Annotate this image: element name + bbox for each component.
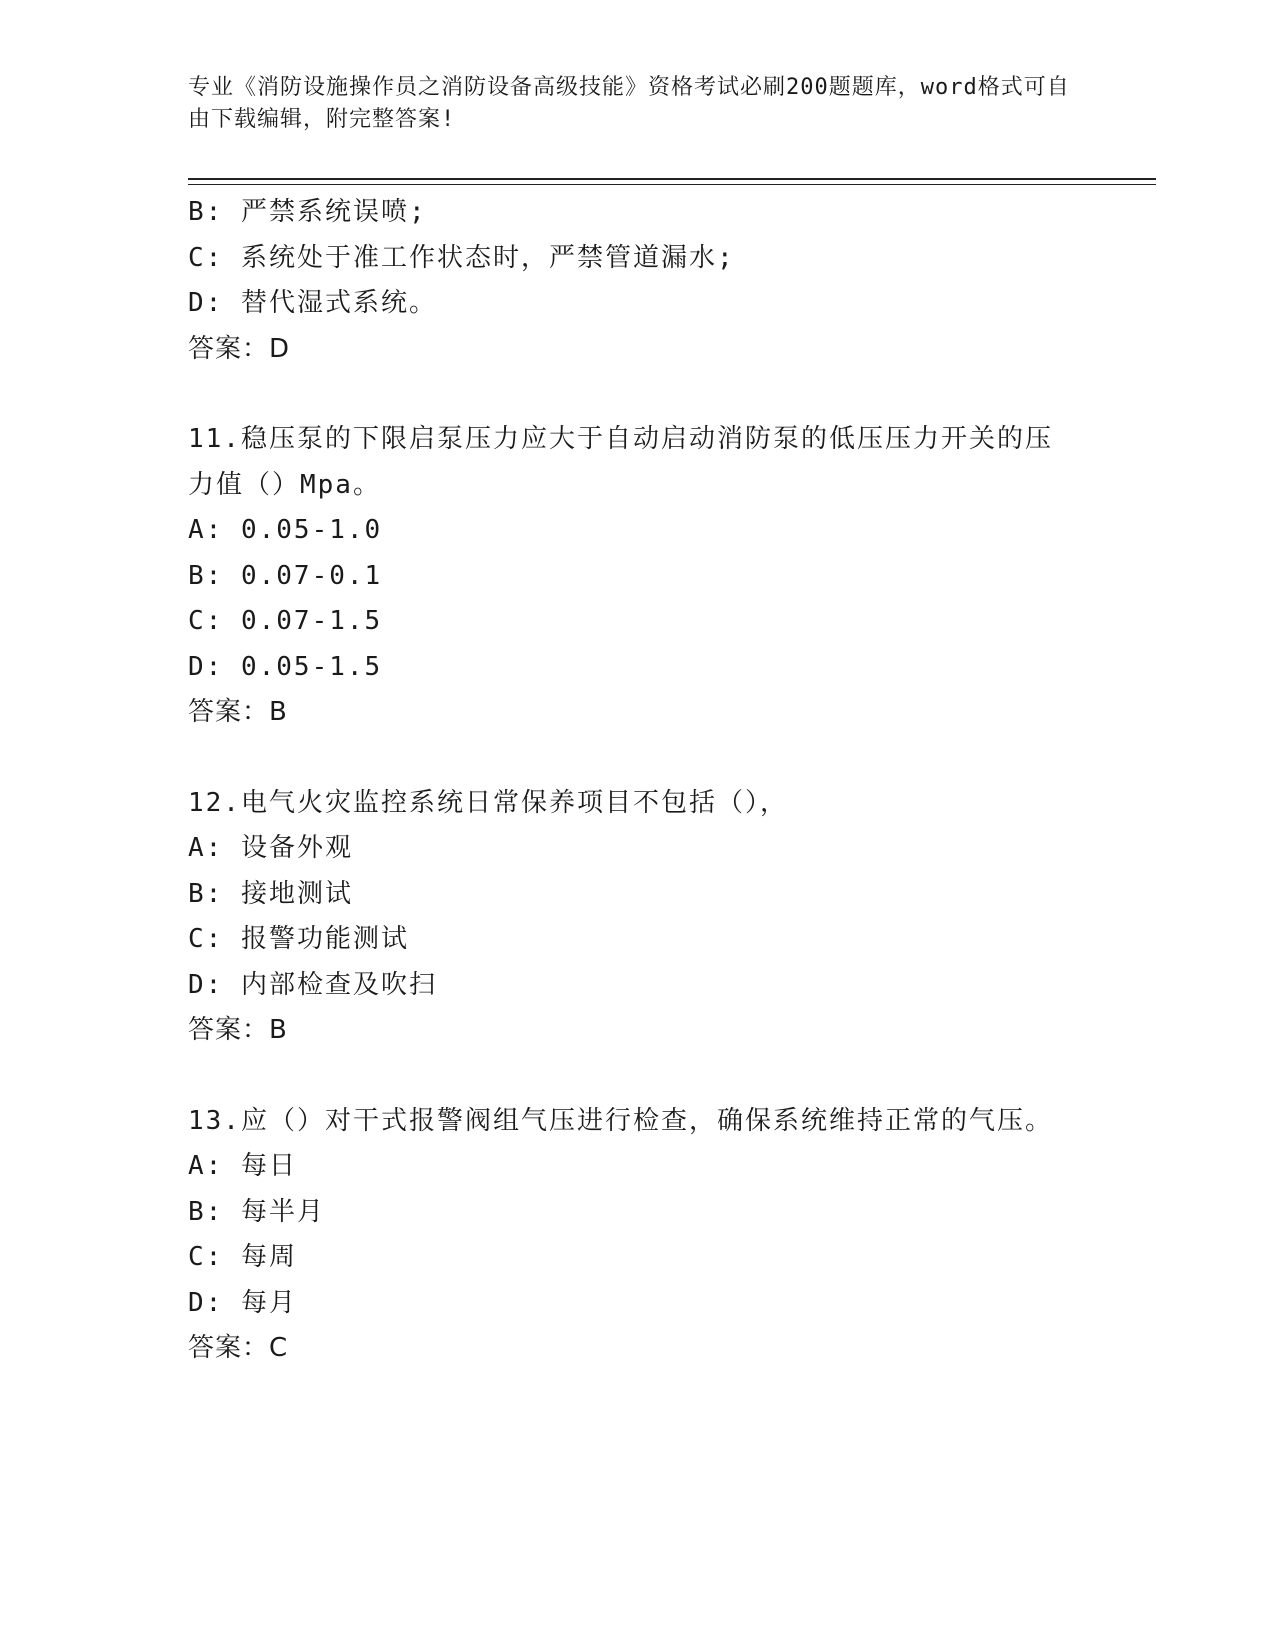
option-b: B: 接地测试 — [188, 878, 353, 909]
spacer — [188, 1054, 1088, 1099]
page-header: 专业《消防设施操作员之消防设备高级技能》资格考试必刷200题题库，word格式可自由下载编辑，附完整答案! — [188, 75, 1070, 132]
answer-line: 答案：C — [188, 1333, 289, 1363]
previous-question-tail — [188, 190, 1088, 372]
answer-line: 答案：B — [188, 1015, 288, 1045]
question-text: 11.稳压泵的下限启泵压力应大于自动启动消防泵的低压压力开关的压力值（）Mpa。 — [188, 424, 1053, 500]
option-b: B: 严禁系统误喷; — [188, 197, 427, 227]
header-divider-thick — [188, 178, 1156, 180]
spacer — [188, 372, 1088, 417]
option-a: A: 0.05-1.0 — [188, 515, 383, 545]
option-b: B: 每半月 — [188, 1196, 325, 1227]
option-d: D: 内部检查及吹扫 — [188, 969, 437, 1000]
option-a: A: 每日 — [188, 1151, 297, 1181]
option-d: D: 0.05-1.5 — [188, 651, 383, 682]
question-text: 12.电气火灾监控系统日常保养项目不包括（）， — [188, 787, 788, 818]
spacer — [188, 736, 1088, 781]
option-b: B: 0.07-0.1 — [188, 560, 383, 591]
option-c: C: 每周 — [188, 1242, 297, 1272]
question-11 — [188, 417, 1088, 736]
header-divider-thin — [188, 184, 1156, 185]
option-c: C: 系统处于准工作状态时，严禁管道漏水; — [188, 242, 735, 273]
question-content — [188, 190, 1088, 1372]
option-d: D: 每月 — [188, 1287, 297, 1318]
question-text: 13.应（）对干式报警阀组气压进行检查，确保系统维持正常的气压。 — [188, 1105, 1053, 1136]
option-c: C: 报警功能测试 — [188, 924, 409, 954]
question-13 — [188, 1099, 1088, 1372]
option-d: D: 替代湿式系统。 — [188, 288, 437, 318]
option-c: C: 0.07-1.5 — [188, 606, 383, 636]
question-12 — [188, 781, 1088, 1054]
answer-line: 答案：D — [188, 333, 291, 364]
answer-line: 答案：B — [188, 697, 288, 727]
option-a: A: 设备外观 — [188, 833, 353, 863]
